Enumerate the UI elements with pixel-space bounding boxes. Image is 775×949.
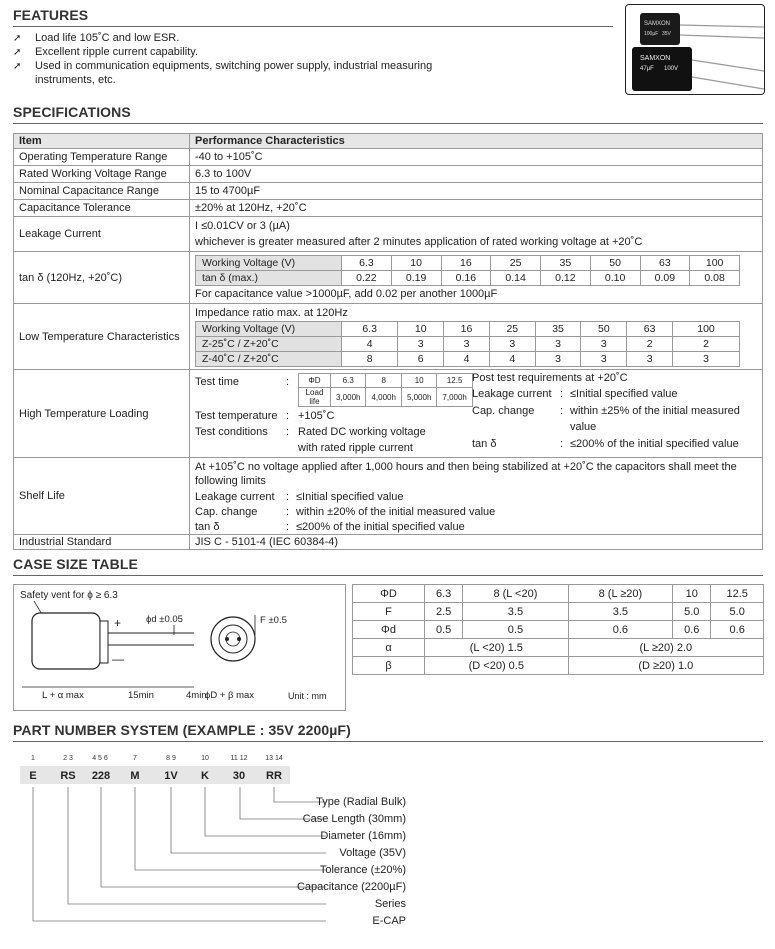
spec-item: High Temperature Loading xyxy=(14,370,190,458)
svg-text:ϕd ±0.05: ϕd ±0.05 xyxy=(146,614,183,625)
tan-header: Working Voltage (V) xyxy=(196,256,342,271)
spec-value: 6.3 to 100V xyxy=(190,166,763,183)
specs-title: SPECIFICATIONS xyxy=(13,104,131,120)
pn-title: PART NUMBER SYSTEM (EXAMPLE : 35V 2200µF) xyxy=(13,722,351,738)
pn-index: 11 12 xyxy=(230,755,248,762)
photo-cap1: 100µF xyxy=(644,31,659,37)
feature-item: ➚ Load life 105˚C and low ESR. xyxy=(13,32,180,44)
pn-code: M xyxy=(130,770,140,782)
pn-label: Voltage (35V) xyxy=(339,847,406,859)
ht-cell: Test time : ΦD 6.3 8 10 12.5 Load life 3,000h 4,000h 5,000h 7,000h Test temperature : +105˚C Test conditions : Rated DC working voltage with rated ripple current Post test requirements at +20˚C Leakage current : ≤Initial specified value Cap. change : within ±25% of the initial measured value tan δ : ≤200% of the initial specified value xyxy=(190,370,763,458)
spec-item: Capacitance Tolerance xyxy=(14,200,190,217)
ht-post: Post test requirements at +20˚C xyxy=(472,372,628,384)
spec-item: tan δ (120Hz, +20˚C) xyxy=(14,252,190,304)
pn-label: Capacitance (2200µF) xyxy=(296,881,406,893)
tan-label: tan δ (max.) xyxy=(196,271,342,286)
ht-table: ΦD 6.3 8 10 12.5 Load life 3,000h 4,000h 5,000h 7,000h xyxy=(298,373,473,407)
spec-value: JIS C - 5101-4 (IEC 60384-4) xyxy=(190,535,763,550)
svg-text:L + α max: L + α max xyxy=(42,690,84,701)
spec-item: Nominal Capacitance Range xyxy=(14,183,190,200)
divider xyxy=(13,123,763,124)
photo-brand-2: SAMXON xyxy=(640,55,671,62)
spec-item: Industrial Standard xyxy=(14,535,190,550)
pn-label: Series xyxy=(374,898,406,910)
spec-item: Leakage Current xyxy=(14,217,190,252)
svg-text:4min: 4min xyxy=(186,690,207,701)
leak-line: whichever is greater measured after 2 minutes application of rated working voltage at +20˚C xyxy=(195,236,643,248)
pn-code: RR xyxy=(266,770,282,782)
pn-label: Case Length (30mm) xyxy=(302,813,406,825)
svg-text:ϕD + β max: ϕD + β max xyxy=(205,690,255,701)
pn-index: 2 3 xyxy=(63,755,73,762)
feature-item: ➚ Used in communication equipments, switching power supply, industrial measuring xyxy=(13,60,433,72)
pn-code: 228 xyxy=(91,770,111,782)
photo-cap2: 47µF xyxy=(640,66,654,72)
arrow-icon: ➚ xyxy=(13,47,22,58)
tan-table: Working Voltage (V) 6.3 10 16 25 35 50 63 100 tan δ (max.) 0.22 0.19 0.16 0.14 0.12 0.10 0.09 0.08 xyxy=(195,255,740,286)
ht-time: Test time xyxy=(195,376,240,388)
spec-value: ±20% at 120Hz, +20˚C xyxy=(190,200,763,217)
pn-index: 4 5 6 xyxy=(92,755,108,762)
leak-line: I ≤0.01CV or 3 (µA) xyxy=(195,220,290,232)
feature-item-cont: instruments, etc. xyxy=(35,74,116,86)
photo-v2: 100V xyxy=(664,66,679,72)
spec-value: -40 to +105˚C xyxy=(190,149,763,166)
pn-code: 30 xyxy=(232,770,246,782)
spec-item: Shelf Life xyxy=(14,458,190,535)
pn-label: Diameter (16mm) xyxy=(320,830,406,842)
photo-v1: 35V xyxy=(662,31,671,37)
specs-table xyxy=(13,133,763,550)
dimension-drawing xyxy=(13,584,346,711)
svg-text:+: + xyxy=(114,616,122,630)
svg-text:—: — xyxy=(112,652,124,666)
divider xyxy=(13,575,763,576)
pn-label: Type (Radial Bulk) xyxy=(316,796,406,808)
pn-label: E-CAP xyxy=(372,915,406,927)
header-perf: Performance Characteristics xyxy=(190,134,763,149)
colon: : xyxy=(286,376,290,388)
pn-index: 10 xyxy=(201,755,209,762)
arrow-icon: ➚ xyxy=(13,61,22,72)
pn-index: 13 14 xyxy=(265,755,283,762)
tan-note: For capacitance value >1000µF, add 0.02 per another 1000µF xyxy=(195,288,498,300)
divider xyxy=(13,26,613,27)
svg-text:F ±0.5: F ±0.5 xyxy=(260,615,287,626)
pn-code: 1V xyxy=(164,770,178,782)
ht-cond: Test conditions xyxy=(195,426,268,438)
svg-text:15min: 15min xyxy=(128,690,154,701)
pn-code: RS xyxy=(60,770,76,782)
features-title: FEATURES xyxy=(13,7,89,23)
svg-text:Unit : mm: Unit : mm xyxy=(288,691,327,701)
case-size-table: ΦD 6.3 8 (L <20) 8 (L ≥20) 10 12.5 F 2.5 3.5 3.5 5.0 5.0 Φd 0.5 0.5 0.6 0.6 0.6 α (L <20) 1.5 (L ≥20) 2.0 β (D <20) 0.5 (D ≥20) 1.0 xyxy=(352,584,764,675)
spec-item: Rated Working Voltage Range xyxy=(14,166,190,183)
arrow-icon: ➚ xyxy=(13,33,22,44)
sl-cell: At +105˚C no voltage applied after 1,000 hours and then being stabilized at +20˚C the capacitors shall meet the following limits Leakage current : ≤Initial specified value Cap. change : within ±20% of the initial measured value tan δ : ≤200% of the initial specified value xyxy=(190,458,763,535)
svg-text:Safety vent for ϕ ≥ 6.3: Safety vent for ϕ ≥ 6.3 xyxy=(20,590,118,601)
lt-note: Impedance ratio max. at 120Hz xyxy=(195,306,348,319)
ht-temp: Test temperature xyxy=(195,410,278,422)
pn-code: E xyxy=(29,770,37,782)
pn-index: 1 xyxy=(31,755,35,762)
pn-index: 8 9 xyxy=(166,755,176,762)
divider xyxy=(13,741,763,742)
spec-item: Operating Temperature Range xyxy=(14,149,190,166)
pn-index: 7 xyxy=(133,755,137,762)
product-photo xyxy=(625,4,765,95)
case-title: CASE SIZE TABLE xyxy=(13,556,138,572)
feature-item: ➚ Excellent ripple current capability. xyxy=(13,46,199,58)
header-item: Item xyxy=(14,134,190,149)
spec-value: 15 to 4700µF xyxy=(190,183,763,200)
spec-item: Low Temperature Characteristics xyxy=(14,304,190,370)
pn-code: K xyxy=(201,770,209,782)
pn-label: Tolerance (±20%) xyxy=(319,864,406,876)
lt-table: Working Voltage (V) 6.3 10 16 25 35 50 63 100 Z-25˚C / Z+20˚C 4 3 3 3 3 3 2 2 Z-40˚C / Z+20˚C 8 6 4 4 3 3 3 3 xyxy=(195,321,740,367)
photo-brand: SAMXON xyxy=(644,21,671,27)
